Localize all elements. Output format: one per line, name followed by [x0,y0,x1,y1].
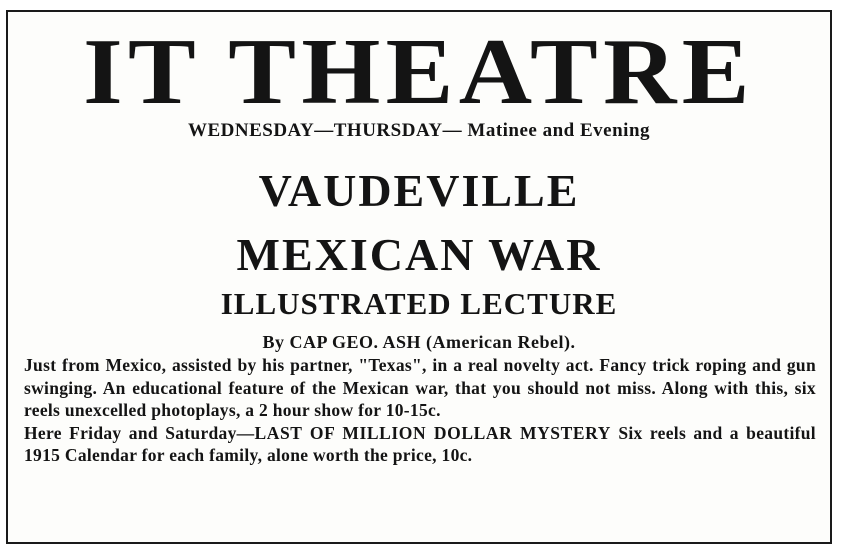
headline-mexican-war: MEXICAN WAR [236,229,602,280]
headline-vaudeville: VAUDEVILLE [258,165,580,216]
advertisement [6,10,832,544]
byline: By CAP GEO. ASH (American Rebel). [262,332,576,352]
feature-title: LAST OF MILLION DOLLAR MYSTERY [254,422,612,443]
theatre-title: IT THEATRE [83,20,755,124]
headline-lecture: ILLUSTRATED LECTURE [220,286,618,321]
paragraph-description: Just from Mexico, assisted by his partner, "Texas", in a real novelty act. Fancy trick roping and gun swinging. An educational feature of the Mexican war, that you should not miss. Along with this, six reels unexcelled photoplays, a 2 hour show for 10-15c. [24,355,816,420]
paragraph-friday-saturday [24,422,816,467]
show-days: WEDNESDAY—THURSDAY— Matinee and Evening [187,120,651,141]
friday-saturday-lead: Here Friday and Saturday— [24,422,255,443]
ad-body [24,354,816,467]
friday-saturday-details: Six reels and a beautiful 1915 Calendar for each family, alone worth the price, 10c. [24,422,816,465]
